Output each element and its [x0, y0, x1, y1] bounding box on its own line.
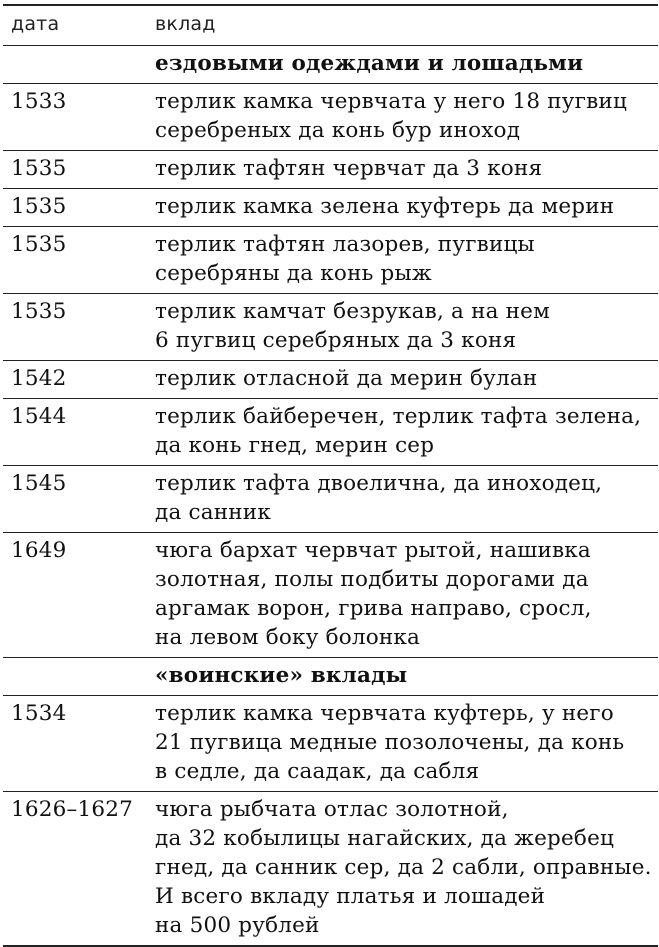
table-row — [3, 533, 658, 658]
row-gift — [149, 696, 658, 792]
gift-line: да конь гнед, мерин сер — [155, 433, 435, 458]
row-gift — [149, 84, 658, 151]
gift-line: терлик камка червчата у него 18 пугвиц — [155, 89, 627, 114]
row-date: 1535 — [11, 194, 67, 219]
gift-line: терлик камка зелена куфтерь да мерин — [155, 194, 615, 219]
table-row — [3, 294, 658, 361]
gift-line: золотная, полы подбиты дорогами да — [155, 567, 589, 592]
gift-line: на левом боку болонка — [155, 625, 421, 650]
gift-line: И всего вкладу платья и лошадей — [155, 884, 546, 909]
gift-line: терлик камка червчата куфтерь, у него — [155, 701, 614, 726]
section-title: «воинские» вклады — [155, 663, 408, 688]
header-gift: вклад — [155, 13, 216, 35]
table-row — [3, 399, 658, 466]
row-gift — [149, 361, 658, 399]
table-row — [3, 84, 658, 151]
row-date: 1649 — [11, 538, 67, 563]
gift-line: чюга рыбчата отлас золотной, — [155, 797, 509, 822]
gift-line: серебряны да конь рыж — [155, 261, 432, 286]
gift-line: аргамак ворон, грива направо, сросл, — [155, 596, 592, 621]
row-date: 1534 — [11, 701, 67, 726]
gift-line: терлик камчат безрукав, а на нем — [155, 299, 551, 324]
gift-line: на 500 рублей — [155, 913, 320, 938]
table-row — [3, 792, 658, 947]
section-date-cell — [3, 46, 149, 84]
table-row — [3, 151, 658, 189]
section-row — [3, 46, 658, 84]
row-gift — [149, 399, 658, 466]
gift-line: гнед, да санник сер, да 2 сабли, оправные. — [155, 855, 652, 880]
table-row — [3, 696, 658, 792]
gift-line: терлик тафтян червчат да 3 коня — [155, 156, 543, 181]
gift-line: 21 пугвица медные позолочены, да конь — [155, 730, 625, 755]
section-row — [3, 658, 658, 696]
row-date: 1535 — [11, 232, 67, 257]
row-gift — [149, 189, 658, 227]
gift-line: да 32 кобылицы нагайских, да жеребец — [155, 826, 615, 851]
gift-line: серебреных да конь бур иноход — [155, 118, 521, 143]
row-date: 1535 — [11, 156, 67, 181]
section-title: ездовыми одеждами и лошадьми — [155, 51, 584, 76]
row-gift — [149, 294, 658, 361]
table-header-row — [3, 5, 658, 46]
table-row — [3, 189, 658, 227]
row-date: 1626–1627 — [11, 797, 133, 822]
gift-line: в седле, да саадак, да сабля — [155, 759, 480, 784]
header-date: дата — [11, 13, 60, 35]
gift-line: чюга бархат червчат рытой, нашивка — [155, 538, 591, 563]
table-body — [3, 46, 658, 947]
row-gift — [149, 466, 658, 533]
section-date-cell — [3, 658, 149, 696]
row-gift — [149, 227, 658, 294]
row-date: 1545 — [11, 471, 67, 496]
gift-line: 6 пугвиц серебряных да 3 коня — [155, 328, 517, 353]
gift-line: да санник — [155, 500, 271, 525]
gift-line: терлик тафтян лазорев, пугвицы — [155, 232, 535, 257]
row-date: 1535 — [11, 299, 67, 324]
row-date: 1533 — [11, 89, 67, 114]
gift-line: терлик тафта двоелична, да иноходец, — [155, 471, 603, 496]
table-row — [3, 361, 658, 399]
donations-table — [3, 4, 658, 947]
row-date: 1542 — [11, 366, 67, 391]
table-row — [3, 466, 658, 533]
table-row — [3, 227, 658, 294]
gift-line: терлик байберечен, терлик тафта зелена, — [155, 404, 642, 429]
row-gift — [149, 151, 658, 189]
row-gift — [149, 533, 658, 658]
row-gift — [149, 792, 658, 947]
gift-line: терлик отласной да мерин булан — [155, 366, 538, 391]
row-date: 1544 — [11, 404, 67, 429]
